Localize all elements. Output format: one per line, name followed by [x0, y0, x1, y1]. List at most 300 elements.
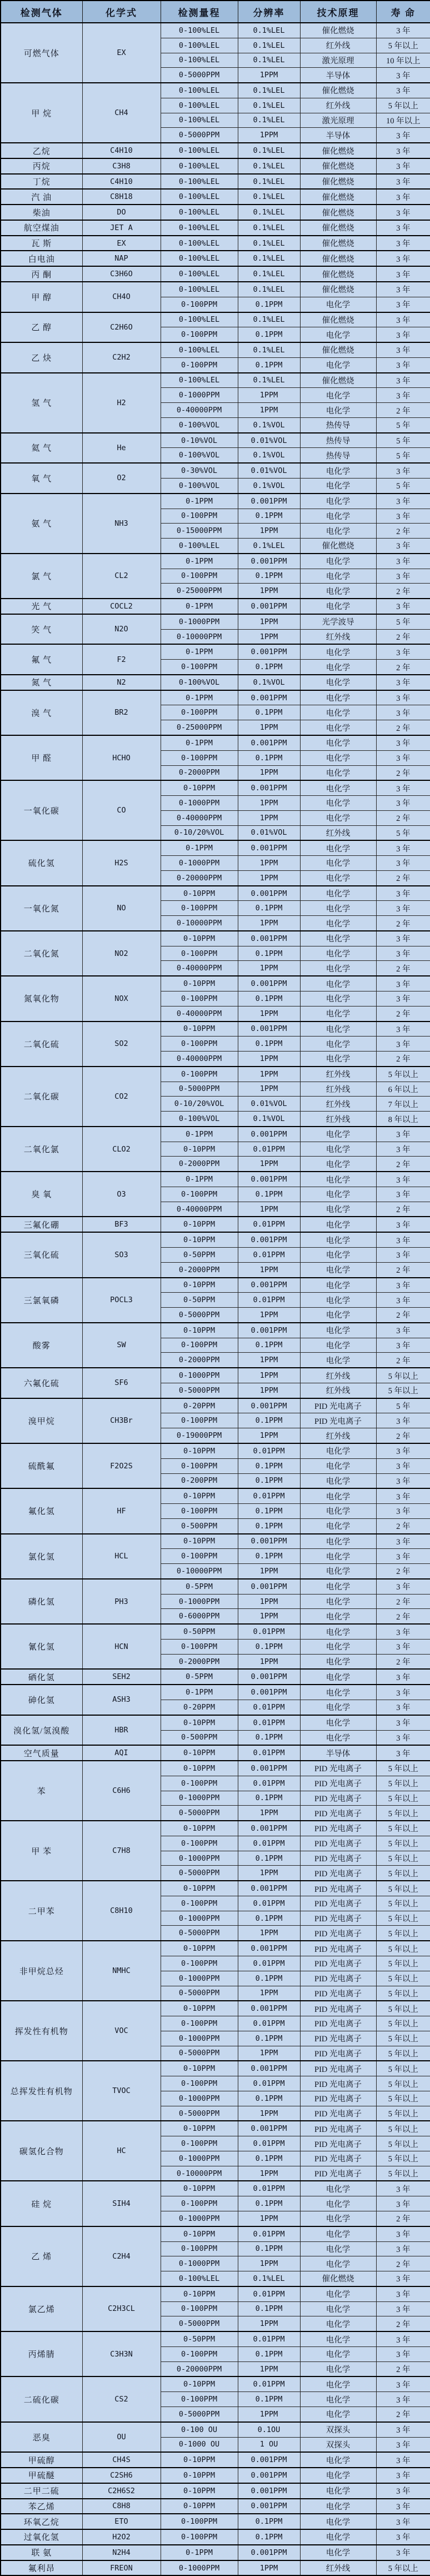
table-row	[1, 1443, 430, 1458]
lifespan-cell: 5 年以上	[376, 1941, 430, 1956]
resolution-cell: 1PPM	[238, 1609, 300, 1624]
range-cell: 0-10PPM	[161, 886, 238, 901]
formula-cell: C4H10	[82, 143, 161, 158]
formula-cell: OU	[82, 2422, 161, 2453]
gas-name-cell: 挥发性有机物	[1, 2001, 82, 2061]
lifespan-cell: 3 年	[376, 2181, 430, 2196]
lifespan-cell: 5 年以上	[376, 1776, 430, 1791]
lifespan-cell: 3 年	[376, 1700, 430, 1715]
table-row	[1, 2483, 430, 2499]
lifespan-cell: 3 年	[376, 2545, 430, 2560]
gas-name-cell: 甲硫醇	[1, 2452, 82, 2468]
range-cell: 0-10PPM	[161, 2226, 238, 2241]
resolution-cell: 0.1PPM	[238, 1473, 300, 1488]
principle-cell: 双探头	[300, 2422, 376, 2437]
resolution-cell: 0.1PPM	[238, 1851, 300, 1866]
lifespan-cell: 3 年	[376, 750, 430, 765]
range-cell: 0-10PPM	[161, 2376, 238, 2391]
range-cell: 0-5000PPM	[161, 68, 238, 83]
range-cell: 0-10PPM	[161, 1821, 238, 1836]
table-row	[1, 1067, 430, 1082]
range-cell: 0-1000PPM	[161, 856, 238, 871]
gas-name-cell: 氦 气	[1, 433, 82, 464]
formula-cell: PH3	[82, 1579, 161, 1624]
lifespan-cell: 10 年以上	[376, 53, 430, 68]
resolution-cell: 1PPM	[238, 403, 300, 418]
resolution-cell: 0.1%LEL	[238, 539, 300, 554]
lifespan-cell: 7 年以上	[376, 1097, 430, 1112]
resolution-cell: 0.01PPM	[238, 1443, 300, 1458]
formula-cell: NAP	[82, 251, 161, 266]
principle-cell: 电化学	[300, 2256, 376, 2271]
range-cell: 0-100PPM	[161, 2136, 238, 2151]
resolution-cell: 0.01PPM	[238, 2181, 300, 2196]
resolution-cell: 0.001PPM	[238, 1232, 300, 1247]
resolution-cell: 1PPM	[238, 1067, 300, 1082]
resolution-cell: 0.1%VOL	[238, 417, 300, 432]
principle-cell: 电化学	[300, 1142, 376, 1157]
range-cell: 0-10PPM	[161, 1761, 238, 1776]
lifespan-cell: 5 年	[376, 614, 430, 629]
resolution-cell: 0.1PPM	[238, 2151, 300, 2166]
resolution-cell: 1PPM	[238, 2316, 300, 2331]
principle-cell: 电化学	[300, 1473, 376, 1488]
range-cell: 0-100PPM	[161, 1338, 238, 1353]
principle-cell: 电化学	[300, 357, 376, 372]
principle-cell: 电化学	[300, 1157, 376, 1172]
principle-cell: 电化学	[300, 690, 376, 705]
lifespan-cell: 3 年	[376, 690, 430, 705]
principle-cell: 电化学	[300, 1052, 376, 1067]
range-cell: 0-10PPM	[161, 931, 238, 946]
lifespan-cell: 5 年以上	[376, 1821, 430, 1836]
range-cell: 0-10000PPM	[161, 2166, 238, 2181]
formula-cell: HF	[82, 1488, 161, 1533]
resolution-cell: 1PPM	[238, 2211, 300, 2226]
resolution-cell: 0.001PPM	[238, 690, 300, 705]
principle-cell: PID 光电离子	[300, 1821, 376, 1836]
table-row	[1, 158, 430, 174]
lifespan-cell: 5 年以上	[376, 1866, 430, 1881]
range-cell: 0-100PPM	[161, 2016, 238, 2031]
table-row	[1, 1941, 430, 1956]
lifespan-cell: 3 年	[376, 1639, 430, 1654]
resolution-cell: 0.1PPM	[238, 750, 300, 765]
principle-cell: 红外线	[300, 1112, 376, 1127]
resolution-cell: 1PPM	[238, 1594, 300, 1609]
range-cell: 0-100%VOL	[161, 675, 238, 690]
resolution-cell: 0.1%LEL	[238, 113, 300, 128]
principle-cell: PID 光电离子	[300, 1896, 376, 1911]
principle-cell: 催化燃烧	[300, 266, 376, 282]
range-cell: 0-1000PPM	[161, 1368, 238, 1383]
gas-name-cell: 二氧化碳	[1, 1067, 82, 1127]
resolution-cell: 1PPM	[238, 584, 300, 599]
resolution-cell: 0.001PPM	[238, 2545, 300, 2560]
resolution-cell: 0.01%VOL	[238, 1097, 300, 1112]
range-cell: 0-1000PPM	[161, 1791, 238, 1806]
formula-cell: ETO	[82, 2514, 161, 2529]
lifespan-cell: 5 年以上	[376, 2076, 430, 2091]
lifespan-cell: 3 年	[376, 373, 430, 388]
gas-name-cell: 乙 烯	[1, 2226, 82, 2286]
lifespan-cell: 2 年	[376, 1052, 430, 1067]
lifespan-cell: 3 年	[376, 1624, 430, 1639]
table-row	[1, 143, 430, 158]
resolution-cell: 1PPM	[238, 128, 300, 143]
gas-name-cell: 氟利昂	[1, 2560, 82, 2576]
table-row	[1, 342, 430, 357]
principle-cell: 电化学	[300, 1639, 376, 1654]
resolution-cell: 0.1PPM	[238, 1458, 300, 1473]
range-cell: 0-100PPM	[161, 1896, 238, 1911]
formula-cell: C4H10	[82, 174, 161, 190]
table-row	[1, 2545, 430, 2560]
lifespan-cell: 3 年	[376, 189, 430, 205]
range-cell: 0-10PPM	[161, 1941, 238, 1956]
principle-cell: 电化学	[300, 735, 376, 750]
lifespan-cell: 2 年	[376, 765, 430, 780]
range-cell: 0-100PPM	[161, 2529, 238, 2545]
gas-name-cell: 氢 气	[1, 373, 82, 433]
range-cell: 0-100PPM	[161, 1037, 238, 1052]
formula-cell: C8H18	[82, 189, 161, 205]
gas-name-cell: 苯	[1, 1761, 82, 1821]
lifespan-cell: 5 年以上	[376, 2091, 430, 2106]
principle-cell: 电化学	[300, 886, 376, 901]
range-cell: 0-100PPM	[161, 357, 238, 372]
lifespan-cell: 2 年	[376, 1518, 430, 1533]
lifespan-cell: 3 年	[376, 780, 430, 795]
range-cell: 0-1000PPM	[161, 2560, 238, 2576]
principle-cell: 电化学	[300, 1127, 376, 1142]
range-cell: 0-1PPM	[161, 735, 238, 750]
gas-name-cell: 氯乙烯	[1, 2286, 82, 2331]
table-row	[1, 780, 430, 795]
formula-cell: BF3	[82, 1217, 161, 1232]
resolution-cell: 0.1%LEL	[238, 282, 300, 297]
lifespan-cell: 3 年	[376, 2529, 430, 2545]
resolution-cell: 1PPM	[238, 2166, 300, 2181]
gas-name-cell: 氧 气	[1, 463, 82, 494]
principle-cell: 半导体	[300, 128, 376, 143]
table-row	[1, 1172, 430, 1187]
table-row	[1, 1761, 430, 1776]
principle-cell: 电化学	[300, 2361, 376, 2376]
principle-cell: PID 光电离子	[300, 2031, 376, 2046]
principle-cell: 电化学	[300, 2392, 376, 2407]
gas-name-cell: 联 氨	[1, 2545, 82, 2560]
principle-cell: PID 光电离子	[300, 1971, 376, 1986]
lifespan-cell: 5 年	[376, 433, 430, 448]
range-cell: 0-1000PPM	[161, 2211, 238, 2226]
principle-cell: 电化学	[300, 1458, 376, 1473]
principle-cell: 催化燃烧	[300, 282, 376, 297]
gas-name-cell: 硫酰氟	[1, 1443, 82, 1488]
table-row	[1, 236, 430, 251]
formula-cell: NOX	[82, 976, 161, 1021]
formula-cell: NMHC	[82, 1941, 161, 2001]
range-cell: 0-5000PPM	[161, 2316, 238, 2331]
lifespan-cell: 5 年以上	[376, 1836, 430, 1851]
principle-cell: 电化学	[300, 1338, 376, 1353]
range-cell: 0-10PPM	[161, 780, 238, 795]
lifespan-cell: 3 年	[376, 644, 430, 659]
range-cell: 0-10PPM	[161, 2452, 238, 2468]
range-cell: 0-10PPM	[161, 1745, 238, 1761]
resolution-cell: 0.01PPM	[238, 1836, 300, 1851]
range-cell: 0-100PPM	[161, 2392, 238, 2407]
range-cell: 0-20000PPM	[161, 870, 238, 885]
principle-cell: 电化学	[300, 2468, 376, 2483]
range-cell: 0-10PPM	[161, 1534, 238, 1549]
resolution-cell: 1PPM	[238, 870, 300, 885]
resolution-cell: 1PPM	[238, 856, 300, 871]
lifespan-cell: 2 年	[376, 1428, 430, 1443]
table-row	[1, 205, 430, 220]
lifespan-cell: 3 年	[376, 1293, 430, 1308]
table-row	[1, 2286, 430, 2301]
resolution-cell: 0.1PPM	[238, 1037, 300, 1052]
resolution-cell: 1PPM	[238, 720, 300, 735]
gas-name-cell: 氨 气	[1, 494, 82, 554]
formula-cell: CH4	[82, 83, 161, 143]
lifespan-cell: 3 年	[376, 675, 430, 690]
gas-name-cell: 可燃气体	[1, 23, 82, 83]
lifespan-cell: 5 年以上	[376, 98, 430, 113]
range-cell: 0-100PPM	[161, 1413, 238, 1428]
resolution-cell: 1PPM	[238, 1564, 300, 1579]
table-row	[1, 2226, 430, 2241]
gas-name-cell: 碳氢化合物	[1, 2121, 82, 2181]
formula-cell: SO3	[82, 1232, 161, 1277]
resolution-cell: 1PPM	[238, 1052, 300, 1067]
range-cell: 0-100%LEL	[161, 266, 238, 282]
range-cell: 0-10PPM	[161, 2181, 238, 2196]
resolution-cell: 1PPM	[238, 1383, 300, 1398]
table-row	[1, 735, 430, 750]
gas-name-cell: 氮 气	[1, 675, 82, 690]
principle-cell: 电化学	[300, 297, 376, 312]
table-row	[1, 1127, 430, 1142]
resolution-cell: 0.001PPM	[238, 735, 300, 750]
resolution-cell: 0.1PPM	[238, 1338, 300, 1353]
gas-name-cell: 氮氧化物	[1, 976, 82, 1021]
resolution-cell: 1PPM	[238, 2361, 300, 2376]
formula-cell: H2	[82, 373, 161, 433]
range-cell: 0-100%VOL	[161, 478, 238, 493]
lifespan-cell: 8 年以上	[376, 1112, 430, 1127]
gas-name-cell: 三氧化硫	[1, 1232, 82, 1277]
range-cell: 0-100PPM	[161, 901, 238, 916]
lifespan-cell: 5 年以上	[376, 1383, 430, 1398]
formula-cell: C8H10	[82, 1881, 161, 1941]
formula-cell: AQI	[82, 1745, 161, 1761]
resolution-cell: 1PPM	[238, 1082, 300, 1097]
principle-cell: 电化学	[300, 796, 376, 811]
lifespan-cell: 3 年	[376, 2196, 430, 2211]
range-cell: 0-1000PPM	[161, 614, 238, 629]
range-cell: 0-10PPM	[161, 2468, 238, 2483]
range-cell: 0-20PPM	[161, 1700, 238, 1715]
range-cell: 0-5000PPM	[161, 1806, 238, 1821]
resolution-cell: 1PPM	[238, 2406, 300, 2421]
resolution-cell: 0.1PPM	[238, 327, 300, 342]
principle-cell: PID 光电离子	[300, 2001, 376, 2016]
gas-name-cell: 汽 油	[1, 189, 82, 205]
principle-cell: PID 光电离子	[300, 1761, 376, 1776]
principle-cell: 电化学	[300, 2376, 376, 2391]
resolution-cell: 0.1%VOL	[238, 448, 300, 463]
formula-cell: C6H6	[82, 1761, 161, 1821]
formula-cell: CH4S	[82, 2452, 161, 2468]
principle-cell: 电化学	[300, 946, 376, 961]
resolution-cell: 0.001PPM	[238, 2499, 300, 2514]
principle-cell: 电化学	[300, 1293, 376, 1308]
range-cell: 0-10PPM	[161, 1443, 238, 1458]
lifespan-cell: 3 年	[376, 297, 430, 312]
gas-name-cell: 磷化氢	[1, 1579, 82, 1624]
gas-name-cell: 六氟化硫	[1, 1368, 82, 1398]
lifespan-cell: 3 年	[376, 205, 430, 220]
range-cell: 0-1000PPM	[161, 1971, 238, 1986]
range-cell: 0-1PPM	[161, 494, 238, 509]
resolution-cell: 1PPM	[238, 1806, 300, 1821]
gas-name-cell: 一氧化氮	[1, 886, 82, 931]
lifespan-cell: 5 年以上	[376, 1806, 430, 1821]
principle-cell: 电化学	[300, 1700, 376, 1715]
resolution-cell: 1PPM	[238, 1157, 300, 1172]
range-cell: 0-10PPM	[161, 1278, 238, 1293]
resolution-cell: 0.01PPM	[238, 1217, 300, 1232]
resolution-cell: 0.1%LEL	[238, 342, 300, 357]
formula-cell: VOC	[82, 2001, 161, 2061]
lifespan-cell: 3 年	[376, 388, 430, 403]
range-cell: 0-40000PPM	[161, 1202, 238, 1217]
range-cell: 0-500PPM	[161, 1730, 238, 1745]
lifespan-cell: 3 年	[376, 931, 430, 946]
gas-name-cell: 乙 醇	[1, 312, 82, 343]
principle-cell: 电化学	[300, 2514, 376, 2529]
range-cell: 0-100%LEL	[161, 2271, 238, 2286]
range-cell: 0-2000PPM	[161, 765, 238, 780]
principle-cell: 电化学	[300, 1248, 376, 1263]
principle-cell: 红外线	[300, 1368, 376, 1383]
gas-name-cell: 氟 气	[1, 644, 82, 675]
lifespan-cell: 2 年	[376, 1308, 430, 1323]
formula-cell: SIH4	[82, 2181, 161, 2226]
formula-cell: N2H4	[82, 2545, 161, 2560]
principle-cell: 电化学	[300, 961, 376, 976]
lifespan-cell: 3 年	[376, 705, 430, 720]
lifespan-cell: 2 年	[376, 629, 430, 644]
lifespan-cell: 3 年	[376, 856, 430, 871]
table-row	[1, 2121, 430, 2136]
resolution-cell: 0.001PPM	[238, 840, 300, 855]
lifespan-cell: 5 年以上	[376, 2136, 430, 2151]
lifespan-cell: 2 年	[376, 2361, 430, 2376]
range-cell: 0-20PPM	[161, 1398, 238, 1413]
resolution-cell: 0.01PPM	[238, 1896, 300, 1911]
principle-cell: 红外线	[300, 1428, 376, 1443]
gas-name-cell: 氯化氢	[1, 1534, 82, 1579]
lifespan-cell: 3 年	[376, 1187, 430, 1202]
principle-cell: 电化学	[300, 327, 376, 342]
lifespan-cell: 3 年	[376, 901, 430, 916]
range-cell: 0-100%VOL	[161, 417, 238, 432]
table-row	[1, 2560, 430, 2576]
range-cell: 0-200PPM	[161, 1473, 238, 1488]
principle-cell: 红外线	[300, 1383, 376, 1398]
principle-cell: PID 光电离子	[300, 1851, 376, 1866]
principle-cell: 电化学	[300, 1172, 376, 1187]
principle-cell: 电化学	[300, 660, 376, 675]
lifespan-cell: 3 年	[376, 1579, 430, 1594]
principle-cell: 红外线	[300, 1097, 376, 1112]
table-row	[1, 2422, 430, 2437]
formula-cell: CO	[82, 780, 161, 840]
table-row	[1, 2514, 430, 2529]
lifespan-cell: 5 年以上	[376, 1926, 430, 1941]
formula-cell: FREON	[82, 2560, 161, 2576]
principle-cell: PID 光电离子	[300, 2091, 376, 2106]
lifespan-cell: 3 年	[376, 494, 430, 509]
lifespan-cell: 2 年	[376, 916, 430, 931]
range-cell: 0-100%LEL	[161, 312, 238, 327]
lifespan-cell: 3 年	[376, 1323, 430, 1338]
principle-cell: PID 光电离子	[300, 2106, 376, 2121]
principle-cell: 电化学	[300, 750, 376, 765]
gas-name-cell: 氰化氢	[1, 1624, 82, 1669]
lifespan-cell: 5 年	[376, 478, 430, 493]
gas-name-cell: 白电油	[1, 251, 82, 266]
principle-cell: 双探头	[300, 2437, 376, 2452]
table-row	[1, 2452, 430, 2468]
gas-name-cell: 柴油	[1, 205, 82, 220]
range-cell: 0-40000PPM	[161, 403, 238, 418]
col-header-formula: 化学式	[82, 1, 161, 23]
lifespan-cell: 3 年	[376, 2422, 430, 2437]
range-cell: 0-40000PPM	[161, 961, 238, 976]
range-cell: 0-10PPM	[161, 1323, 238, 1338]
lifespan-cell: 5 年	[376, 448, 430, 463]
table-row	[1, 1534, 430, 1549]
principle-cell: 电化学	[300, 705, 376, 720]
range-cell: 0-100%LEL	[161, 236, 238, 251]
table-row	[1, 312, 430, 327]
resolution-cell: 1PPM	[238, 1353, 300, 1368]
range-cell: 0-40000PPM	[161, 1006, 238, 1021]
lifespan-cell: 5 年以上	[376, 2151, 430, 2166]
resolution-cell: 1PPM	[238, 1308, 300, 1323]
range-cell: 0-1PPM	[161, 690, 238, 705]
lifespan-cell: 3 年	[376, 282, 430, 297]
principle-cell: 电化学	[300, 765, 376, 780]
range-cell: 0-100PPM	[161, 509, 238, 524]
lifespan-cell: 2 年	[376, 961, 430, 976]
lifespan-cell: 3 年	[376, 1504, 430, 1519]
lifespan-cell: 3 年	[376, 23, 430, 38]
lifespan-cell: 3 年	[376, 312, 430, 327]
table-row	[1, 1669, 430, 1685]
principle-cell: 电化学	[300, 2226, 376, 2241]
resolution-cell: 1PPM	[238, 1202, 300, 1217]
lifespan-cell: 5 年	[376, 1398, 430, 1413]
lifespan-cell: 3 年	[376, 128, 430, 143]
resolution-cell: 0.001PPM	[238, 2001, 300, 2016]
principle-cell: 电化学	[300, 2346, 376, 2361]
principle-cell: 电化学	[300, 2331, 376, 2346]
